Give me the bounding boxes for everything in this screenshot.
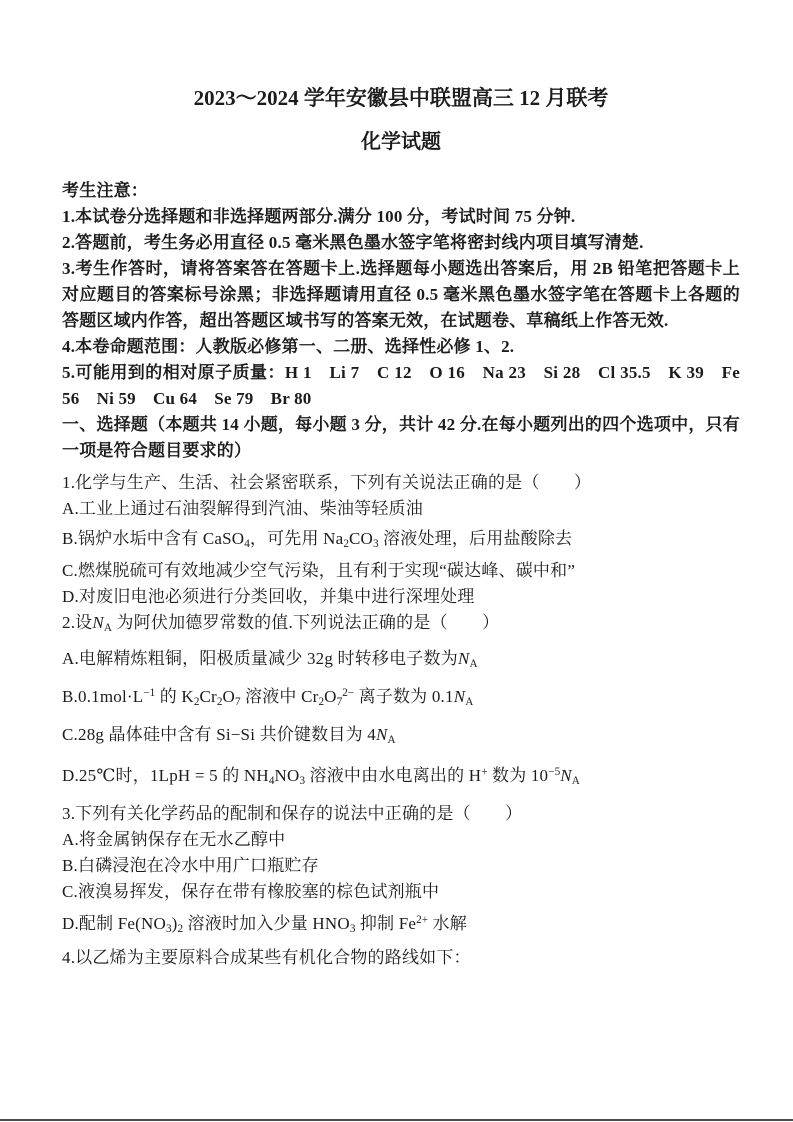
question-2-option-d: D.25℃时，1LpH = 5 的 $NH_4NO_3$ 溶液中由水电离出的 H+ 数为 $10^{-5}N_A$ bbox=[62, 765, 580, 788]
question-1-option-c: C.燃煤脱硫可有效地减少空气污染，且有利于实现“碳达峰、碳中和” bbox=[62, 561, 576, 580]
exam-title: 2023～2024 学年安徽县中联盟高三 12 月联考 bbox=[193, 86, 609, 110]
question-2-option-a: A.电解精炼粗铜，阳极质量减少 32g 时转移电子数为$N_A$ bbox=[62, 649, 478, 671]
section-header: 一、选择题（本题共 14 小题，每小题 3 分，共计 42 分.在每小题列出的四个选项中，只有一项是符合题目要求的） bbox=[62, 415, 740, 460]
question-4-stem: 4.以乙烯为主要原料合成某些有机化合物的路线如下： bbox=[62, 948, 471, 967]
question-2-option-b: $B.0.1mol\cdot L^{-1}$ 的 $K_2Cr_2O_7$ 溶液中 $Cr_2O_7^{2-}$ 离子数为 $0.1N_A$ bbox=[62, 686, 474, 709]
notice-item-1: 1.本试卷分选择题和非选择题两部分.满分 100 分，考试时间 75 分钟. bbox=[62, 207, 576, 226]
page-bottom-rule bbox=[0, 1119, 793, 1121]
question-2-option-c: C.28g 晶体硅中含有 Si−Si 共价键数目为 $4N_A$ bbox=[62, 725, 396, 747]
question-1-option-d: D.对废旧电池必须进行分类回收，并集中进行深埋处理 bbox=[62, 587, 475, 606]
question-3-stem: 3.下列有关化学药品的配制和保存的说法中正确的是（ ） bbox=[62, 804, 523, 823]
question-1-option-b: B.锅炉水垢中含有 CaSO$_4$，可先用 $Na_2CO_3$ 溶液处理，后用盐酸除去 bbox=[62, 529, 573, 551]
notice-item-3: 3.考生作答时，请将答案答在答题卡上.选择题每小题选出答案后，用 2B 铅笔把答题卡上对应题目的答案标号涂黑；非选择题请用直径 0.5 毫米黑色墨水签字笔在答题卡上各题的答题区域内作答，超出答题区域书写的答案无效，在试题卷、草稿纸上作答无效. bbox=[62, 259, 740, 330]
question-1-option-a: A.工业上通过石油裂解得到汽油、柴油等轻质油 bbox=[62, 499, 423, 518]
notice-item-4: 4.本卷命题范围：人教版必修第一、二册、选择性必修 1、2. bbox=[62, 337, 515, 356]
notice-item-2: 2.答题前，考生务必用直径 0.5 毫米黑色墨水签字笔将密封线内项目填写清楚. bbox=[62, 233, 644, 252]
question-1-stem: 1.化学与生产、生活、社会紧密联系，下列有关说法正确的是（ ） bbox=[62, 473, 592, 492]
question-3-option-c: C.液溴易挥发，保存在带有橡胶塞的棕色试剂瓶中 bbox=[62, 882, 440, 901]
question-3-option-b: B.白磷浸泡在冷水中用广口瓶贮存 bbox=[62, 856, 319, 875]
question-3-option-d: D.配制 $Fe(NO_3)_2$ 溶液时加入少量 $HNO_3$ 抑制 $Fe^{2+}$ 水解 bbox=[62, 913, 467, 936]
exam-subtitle: 化学试题 bbox=[361, 131, 441, 153]
question-2-stem: 2.设$N_A$ 为阿伏加德罗常数的值.下列说法正确的是（ ） bbox=[62, 613, 500, 635]
notice-heading: 考生注意： bbox=[62, 181, 148, 200]
question-3-option-a: A.将金属钠保存在无水乙醇中 bbox=[62, 830, 286, 849]
notice-item-5: 5.可能用到的相对原子质量：H 1 Li 7 C 12 O 16 Na 23 Si 28 Cl 35.5 K 39 Fe 56 Ni 59 Cu 64 Se 79 Br 80 bbox=[62, 363, 740, 408]
